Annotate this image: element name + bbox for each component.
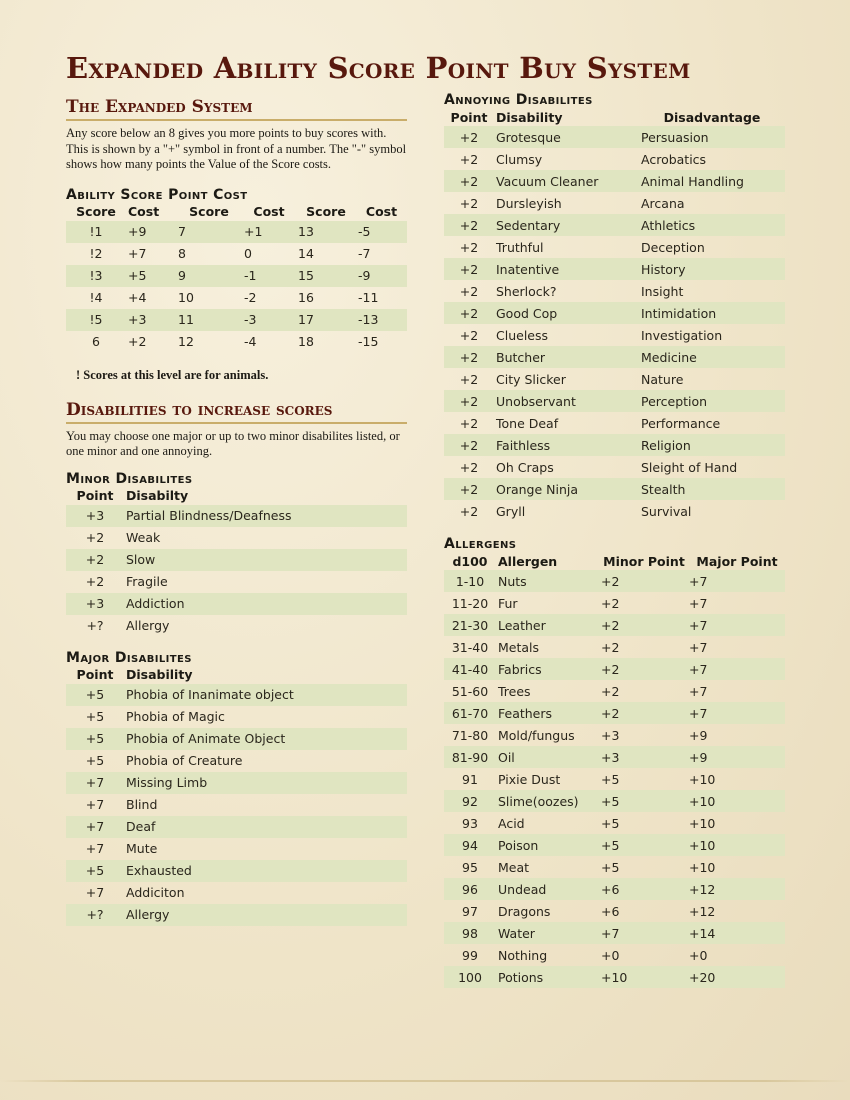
cell: Inatentive [494,258,639,280]
cell: +5 [601,771,620,787]
cell: Potions [496,966,599,988]
cell: Orange Ninja [494,478,639,500]
cell: +3 [601,727,620,743]
cell: 71-80 [451,727,489,743]
table-row [66,882,407,904]
col-header: Major Point [696,553,778,569]
table-row [444,126,785,148]
table-row [444,900,785,922]
allergens-heading: Allergens [444,536,517,552]
table-row [444,170,785,192]
cell: Dragons [498,903,551,919]
table-row [66,728,407,750]
cell: +2 [459,283,479,299]
cell: 21-30 [444,614,496,636]
col-header: Point [76,488,114,504]
table-row [66,309,407,331]
cell: +2 [85,530,105,546]
cell: +2 [444,214,494,236]
cell: +2 [599,658,689,680]
footer-rule [0,1080,850,1082]
major-disabilities-table [66,666,407,926]
cell: Pixie Dust [498,771,561,787]
cell: Unobservant [494,390,639,412]
col-header: Score [306,204,346,220]
cell: Persuasion [639,126,785,148]
col-header: Allergen [498,553,558,569]
cell: Survival [641,503,692,519]
table-row [66,706,407,728]
cell: Exhausted [124,860,407,882]
cell: +7 [85,885,105,901]
minor-disabilities-heading: Minor Disabilites [66,470,193,487]
cell: +7 [689,683,708,699]
table-row [66,684,407,706]
table-row [66,838,407,860]
cell: +2 [459,459,479,475]
cell: Deception [641,239,705,255]
cell: 94 [444,834,496,856]
col-header: Point [450,109,488,125]
cell: Medicine [639,346,785,368]
cell: -9 [356,265,407,287]
cell: -2 [244,290,257,306]
table-row [444,614,785,636]
ability-cost-heading: Ability Score Point Cost [66,186,248,203]
cell: +9 [126,221,176,243]
cell: Feathers [496,702,599,724]
cell: Good Cop [494,302,639,324]
table-row [444,280,785,302]
cell: Acid [498,815,525,831]
cell: Sedentary [494,214,639,236]
col-header: Cost [128,204,160,220]
cell: +10 [689,815,716,831]
cell: 0 [244,246,252,262]
cell: +2 [459,239,479,255]
annoying-disabilities-table [444,108,785,522]
cell: Slow [124,549,407,571]
cell: +2 [459,151,479,167]
table-row [444,658,785,680]
cell: +2 [128,334,147,350]
cell: 91 [462,771,478,787]
table-row [66,904,407,926]
cell: +1 [242,221,296,243]
cell: Deaf [124,816,407,838]
cell: -3 [242,309,296,331]
table-row [66,331,407,353]
table-row [444,702,785,724]
cell: +7 [689,595,708,611]
cell: Athletics [639,214,785,236]
cell: +10 [689,859,716,875]
table-row [444,192,785,214]
cell: +2 [601,683,620,699]
ability-cost-table [66,203,407,353]
cell: 100 [444,966,496,988]
cell: Faithless [494,434,639,456]
cell: 9 [176,265,242,287]
cell: +5 [85,753,105,769]
cell: +2 [444,126,494,148]
cell: !3 [66,265,126,287]
cell: !5 [66,309,126,331]
cell: Performance [641,415,721,431]
cell: +2 [459,503,479,519]
cell: +7 [689,570,785,592]
cell: Leather [496,614,599,636]
table-row [444,324,785,346]
cell: Clumsy [496,151,543,167]
table-row [444,412,785,434]
cell: +7 [599,922,689,944]
table-row [444,746,785,768]
table-row [444,856,785,878]
cell: Allergy [126,618,170,634]
cell: 8 [178,246,186,262]
table-row [444,922,785,944]
cell: +5 [601,815,620,831]
page-title: Expanded Ability Score Point Buy System [66,51,691,85]
cell: +3 [66,593,124,615]
cell: +10 [599,966,689,988]
right-column [444,92,785,988]
major-disabilities-heading: Major Disabilites [66,649,192,666]
cell: +3 [126,309,176,331]
cell: 61-70 [444,702,496,724]
cell: !4 [89,290,103,306]
table-row [444,368,785,390]
cell: +? [86,618,104,634]
cell: Fragile [126,574,168,590]
annoying-disabilities-heading: Annoying Disabilites [444,92,593,108]
table-row [444,592,785,614]
cell: 95 [462,859,478,875]
cell: Investigation [641,327,723,343]
cell: Acrobatics [641,151,707,167]
table-row [444,214,785,236]
cell: +0 [689,947,708,963]
cell: Slime(oozes) [496,790,599,812]
cell: 14 [298,246,314,262]
cell: Addiciton [126,885,185,901]
cell: Gryll [496,503,526,519]
cell: Oh Craps [496,459,554,475]
cell: Tone Deaf [496,415,559,431]
table-row [444,790,785,812]
cell: +7 [66,816,124,838]
cell: Sleight of Hand [641,459,738,475]
cell: +20 [689,966,785,988]
expanded-system-heading: The Expanded System [66,96,407,121]
cell: Phobia of Magic [126,709,225,725]
cell: +2 [599,702,689,724]
cell: Nothing [498,947,548,963]
cell: +6 [599,878,689,900]
table-row [66,549,407,571]
cell: -7 [358,246,371,262]
table-row [66,772,407,794]
cell: +2 [66,549,124,571]
cell: +7 [85,797,105,813]
table-row [444,812,785,834]
cell: 10 [178,290,194,306]
table-row [444,258,785,280]
cell: +7 [85,841,105,857]
table-row [444,346,785,368]
cell: +12 [689,903,716,919]
cell: +5 [599,834,689,856]
cell: Animal Handling [639,170,785,192]
cell: 17 [296,309,356,331]
col-header: Disability [496,109,563,125]
cell: Phobia of Creature [126,753,243,769]
table-row [66,816,407,838]
cell: +7 [689,614,785,636]
col-header: Cost [253,204,285,220]
cell: Weak [126,530,161,546]
cell: +10 [689,771,716,787]
table-row [444,944,785,966]
cell: !2 [89,246,103,262]
col-header: d100 [452,553,488,569]
table-row [66,615,407,637]
cell: +2 [444,302,494,324]
cell: +2 [444,434,494,456]
cell: Addiction [124,593,407,615]
cell: +9 [689,746,785,768]
cell: Phobia of Animate Object [124,728,407,750]
cell: Allergy [124,904,407,926]
cell: Stealth [639,478,785,500]
cell: +10 [689,790,785,812]
cell: Oil [496,746,599,768]
cell: +2 [601,595,620,611]
cell: Truthful [496,239,544,255]
cell: Butcher [494,346,639,368]
table-row [444,302,785,324]
table-row [66,593,407,615]
minor-disabilities-table [66,487,407,637]
table-row [66,505,407,527]
animal-scores-note: ! Scores at this level are for animals. [76,367,269,382]
cell: Insight [641,283,684,299]
cell: +2 [599,570,689,592]
col-header: Disabilty [126,488,189,504]
cell: +2 [444,346,494,368]
cell: +2 [599,614,689,636]
col-header: Disability [126,667,193,683]
table-row [444,148,785,170]
allergens-table [444,552,785,988]
table-row [66,221,407,243]
cell: Vacuum Cleaner [494,170,639,192]
cell: +4 [128,290,147,306]
cell: -4 [244,334,257,350]
cell: 96 [444,878,496,900]
cell: Mute [126,841,158,857]
table-row [444,478,785,500]
col-header: Disadvantage [663,109,761,125]
cell: +2 [459,195,479,211]
disabilities-text: You may choose one major or up to two minor disabilites listed, or one minor and one annoying. [66,428,400,459]
cell: -5 [356,221,407,243]
cell: 7 [176,221,242,243]
cell: 13 [296,221,356,243]
cell: Blind [126,797,158,813]
cell: +2 [459,415,479,431]
cell: 11-20 [451,595,489,611]
cell: +2 [444,390,494,412]
table-row [444,768,785,790]
cell: 92 [444,790,496,812]
cell: Fur [498,595,518,611]
disabilities-heading: Disabilities to increase scores [66,399,407,424]
cell: 81-90 [444,746,496,768]
col-header: Cost [365,204,398,220]
cell: +5 [601,859,620,875]
cell: Dursleyish [496,195,562,211]
cell: 16 [298,290,314,306]
cell: Fabrics [496,658,599,680]
table-row [444,456,785,478]
cell: +? [66,904,124,926]
cell: Mold/fungus [498,727,575,743]
cell: +5 [85,709,105,725]
cell: +2 [459,371,479,387]
table-row [444,834,785,856]
table-row [444,636,785,658]
cell: Undead [496,878,599,900]
cell: Grotesque [494,126,639,148]
cell: +12 [689,878,785,900]
cell: +7 [66,772,124,794]
cell: 31-40 [451,639,489,655]
cell: 11 [176,309,242,331]
cell: +3 [599,746,689,768]
cell: Phobia of Inanimate object [124,684,407,706]
cell: +5 [599,790,689,812]
table-row [444,724,785,746]
cell: +9 [689,727,708,743]
cell: Intimidation [639,302,785,324]
table-row [66,527,407,549]
col-header: Point [76,667,114,683]
cell: +7 [689,702,785,724]
table-row [444,434,785,456]
cell: +3 [66,505,124,527]
cell: +2 [601,639,620,655]
cell: 6 [92,334,100,350]
cell: +10 [689,834,785,856]
cell: +7 [689,639,708,655]
cell: 1-10 [444,570,496,592]
cell: -11 [358,290,379,306]
table-row [444,966,785,988]
table-row [444,236,785,258]
cell: +5 [66,684,124,706]
cell: +5 [126,265,176,287]
table-row [444,390,785,412]
cell: Perception [639,390,785,412]
cell: Partial Blindness/Deafness [124,505,407,527]
cell: Metals [498,639,540,655]
table-row [66,860,407,882]
cell: +6 [601,903,620,919]
cell: 41-40 [444,658,496,680]
cell: +7 [128,246,147,262]
cell: History [639,258,785,280]
table-row [66,243,407,265]
table-row [66,750,407,772]
cell: +0 [601,947,620,963]
cell: +2 [444,170,494,192]
table-row [444,680,785,702]
table-row [444,878,785,900]
cell: 51-60 [451,683,489,699]
cell: Nature [641,371,684,387]
cell: 98 [444,922,496,944]
table-row [444,570,785,592]
cell: Nuts [496,570,599,592]
left-column [66,96,407,926]
cell: 93 [462,815,478,831]
cell: Sherlock? [496,283,557,299]
cell: 97 [462,903,478,919]
cell: +2 [444,258,494,280]
cell: -1 [242,265,296,287]
table-row [66,287,407,309]
cell: Water [496,922,599,944]
expanded-system-text: Any score below an 8 gives you more points to buy scores with. This is shown by a "+" symbol in front of a number. The "-" symbol shows how many points the Value of the Score costs. [66,126,407,172]
col-header: Minor Point [603,553,685,569]
cell: City Slicker [496,371,566,387]
table-row [66,571,407,593]
cell: Trees [498,683,531,699]
cell: +2 [459,327,479,343]
cell: +2 [444,478,494,500]
cell: +2 [85,574,105,590]
cell: +14 [689,922,785,944]
cell: -15 [358,334,379,350]
cell: Poison [496,834,599,856]
cell: -13 [356,309,407,331]
cell: 15 [296,265,356,287]
col-header: Score [189,204,229,220]
cell: Religion [639,434,785,456]
cell: Arcana [641,195,685,211]
cell: !1 [66,221,126,243]
cell: Clueless [496,327,549,343]
cell: Missing Limb [124,772,407,794]
cell: Meat [498,859,530,875]
cell: 18 [298,334,314,350]
cell: 12 [178,334,194,350]
table-row [444,500,785,522]
table-row [66,794,407,816]
cell: +5 [66,728,124,750]
table-row [66,265,407,287]
cell: +7 [689,658,785,680]
cell: +5 [66,860,124,882]
col-header: Score [76,204,116,220]
cell: 99 [462,947,478,963]
